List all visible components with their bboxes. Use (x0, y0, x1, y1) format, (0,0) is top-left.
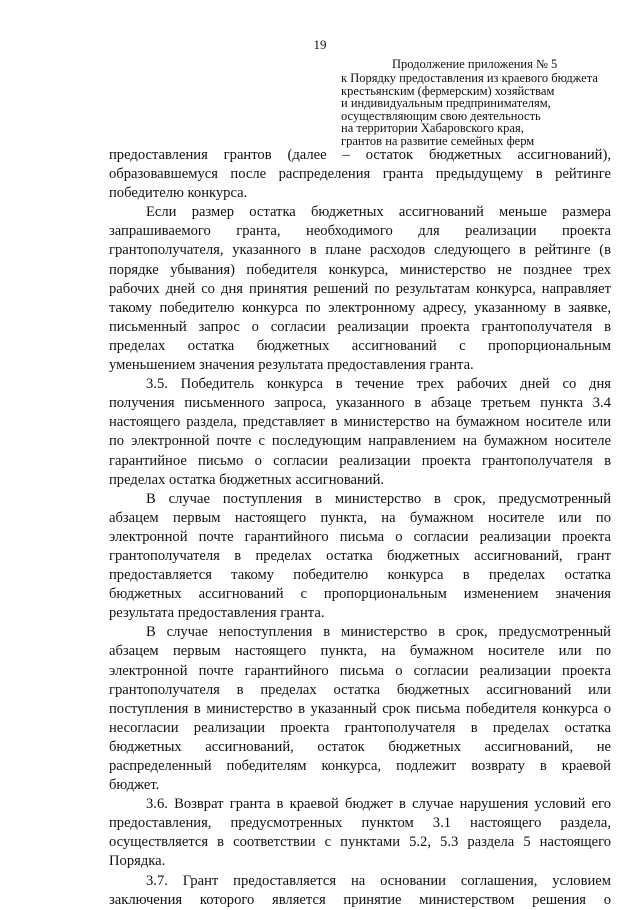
text-line: образовавшемуся после распределения гранта предыдущему в рейтинге (109, 166, 611, 183)
text-line: грантополучателя в пределах остатка бюджетных ассигнований или (109, 681, 611, 698)
paragraph (109, 490, 611, 624)
text-line: распределенный победителям конкурса, подлежит возврату в краевой (109, 758, 611, 774)
text-line: получения письменного запроса, указанного в абзаце третьем пункта 3.4 (109, 395, 611, 412)
appendix-subtitle (341, 72, 598, 147)
text-line: поступления в министерство в указанный срок письма победителя конкурса о (109, 700, 611, 717)
appendix-line: и индивидуальным предпринимателям, (341, 96, 551, 110)
text-line: несогласии реализации проекта грантополучателя в пределах остатка (109, 719, 611, 736)
text-line: абзацем первым настоящего пункта, на бумажном носителе или по (109, 643, 611, 660)
appendix-line: грантов на развитие семейных ферм (341, 133, 535, 148)
text-line: по электронной почте с последующим направлением на бумажном носителе (109, 433, 611, 450)
text-line: Если размер остатка бюджетных ассигнований меньше размера (146, 204, 611, 221)
text-line: уменьшением значения результата предоставления гранта. (109, 357, 474, 374)
text-line: запрашиваемого гранта, необходимого для реализации проекта (109, 223, 611, 240)
text-line: 3.7. Грант предоставляется на основании соглашения, условием (146, 872, 611, 889)
text-line: победителю конкурса. (109, 185, 248, 202)
paragraph (109, 623, 611, 795)
text-line: электронной почте гарантийного письма о согласии реализации проекта (109, 528, 611, 545)
text-line: В случае поступления в министерство в срок, предусмотренный (146, 490, 611, 507)
paragraph (109, 203, 611, 375)
paragraph (109, 375, 611, 490)
text-line: грантополучателя в пределах остатка бюджетных ассигнований, грант (109, 547, 611, 564)
appendix-line: осуществляющим свою деятельность (341, 108, 541, 123)
text-line: гарантийное письмо о согласии реализации проекта грантополучателя в (109, 452, 611, 469)
text-line: бюджет. (109, 777, 160, 794)
text-line: 3.6. Возврат гранта в краевой бюджет в случае нарушения условий его (146, 796, 611, 813)
paragraph (109, 146, 611, 203)
text-line: предоставления, предусмотренных пунктом 3.1 настоящего раздела, (109, 815, 611, 832)
text-line: такому победителю конкурса по электронному адресу, указанному в заявке, (109, 299, 611, 316)
text-line: предоставления грантов (далее – остаток бюджетных ассигнований), (109, 147, 611, 163)
appendix-title: Продолжение приложения № 5 (392, 57, 558, 71)
text-line: осуществляется в соответствии с пунктами 5.2, 5.3 раздела 5 настоящего (109, 834, 611, 851)
text-line: 3.5. Победитель конкурса в течение трех рабочих дней со дня (146, 376, 611, 393)
text-line: пределах остатка бюджетных ассигнований с пропорциональным (109, 337, 611, 354)
text-line: электронной почте гарантийного письма о согласии реализации проекта (109, 662, 611, 679)
document-body (109, 146, 611, 910)
text-line: бюджетных ассигнований с пропорциональным изменением значения (109, 586, 611, 603)
text-line: абзацем первым настоящего пункта, на бумажном носителе или по (109, 509, 611, 526)
text-line: В случае непоступления в министерство в срок, предусмотренный (146, 624, 611, 641)
text-line: пределах остатка бюджетных ассигнований. (109, 471, 385, 488)
appendix-line: на территории Хабаровского края, (341, 121, 524, 135)
text-line: результата предоставления гранта. (109, 605, 325, 622)
appendix-line: крестьянским (фермерским) хозяйствам (341, 83, 555, 98)
page-number: 19 (313, 37, 327, 52)
text-line: настоящего раздела, представляет в министерство на бумажном носителе или (109, 414, 611, 431)
paragraph (109, 872, 611, 910)
text-line: заключения которого является принятие министерством решения о (109, 891, 611, 908)
text-line: порядке убывания) победителя конкурса, министерство не позднее трех (109, 261, 611, 278)
text-line: рабочих дней со дня принятия решений по результатам конкурса, направляет (109, 280, 611, 297)
text-line: предоставляется такому победителю конкурса в пределах остатка (109, 567, 611, 584)
appendix-line: к Порядку предоставления из краевого бюджета (341, 71, 598, 85)
text-line: бюджетных ассигнований, остаток бюджетных ассигнований, не (109, 738, 611, 755)
paragraph (109, 795, 611, 871)
text-line: Порядка. (109, 853, 166, 870)
text-line: письменный запрос о согласии реализации проекта грантополучателя в (109, 318, 611, 335)
text-line: грантополучателя, указанного в плане расходов следующего в рейтинге (в (109, 242, 611, 259)
